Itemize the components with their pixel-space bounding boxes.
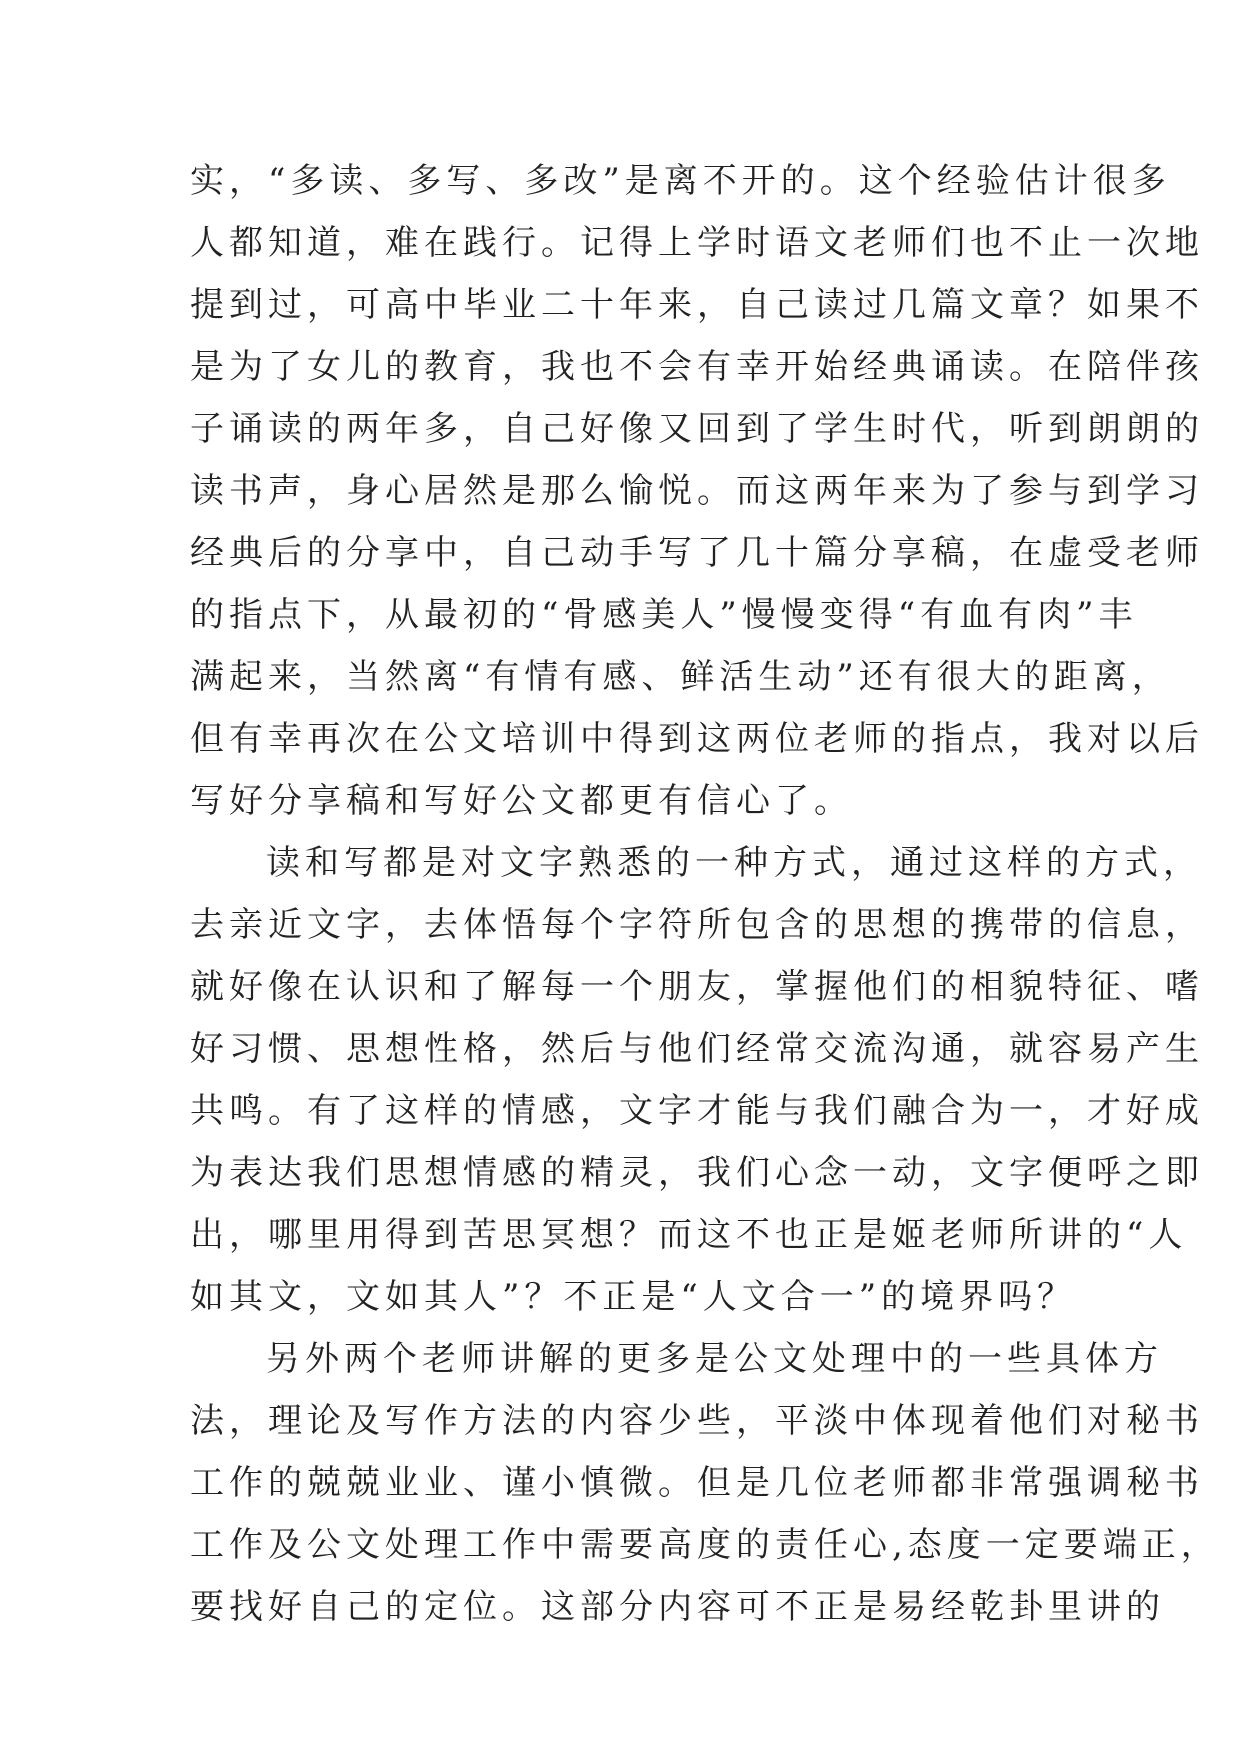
text-line: 为表达我们思想情感的精灵，我们心念一动，文字便呼之即 — [190, 1153, 1204, 1193]
text-line: 出，哪里用得到苦思冥想？而这不也正是姬老师所讲的“人 — [190, 1215, 1188, 1255]
text-line: 的指点下，从最初的“骨感美人”慢慢变得“有血有肉”丰 — [190, 595, 1138, 635]
text-line: 工作的兢兢业业、谨小慎微。但是几位老师都非常强调秘书 — [190, 1463, 1204, 1503]
text-line: 经典后的分享中，自己动手写了几十篇分享稿，在虚受老师 — [190, 533, 1204, 573]
text-line: 另外两个老师讲解的更多是公文处理中的一些具体方 — [266, 1339, 1163, 1379]
text-line: 共鸣。有了这样的情感，文字才能与我们融合为一，才好成 — [190, 1091, 1204, 1131]
text-line: 要找好自己的定位。这部分内容可不正是易经乾卦里讲的 — [190, 1587, 1165, 1627]
paragraph-3 — [190, 1328, 1220, 1638]
text-line: 子诵读的两年多，自己好像又回到了学生时代，听到朗朗的 — [190, 409, 1204, 449]
text-line: 人都知道，难在践行。记得上学时语文老师们也不止一次地 — [190, 223, 1204, 263]
text-line: 法，理论及写作方法的内容少些，平淡中体现着他们对秘书 — [190, 1401, 1204, 1441]
text-line: 实，“多读、多写、多改”是离不开的。这个经验估计很多 — [190, 161, 1171, 201]
paragraph-2 — [190, 832, 1204, 1328]
text-line: 就好像在认识和了解每一个朋友，掌握他们的相貌特征、嗜 — [190, 967, 1204, 1007]
text-line: 好习惯、思想性格，然后与他们经常交流沟通，就容易产生 — [190, 1029, 1204, 1069]
text-line: 读书声，身心居然是那么愉悦。而这两年来为了参与到学习 — [190, 471, 1204, 511]
text-line: 但有幸再次在公文培训中得到这两位老师的指点，我对以后 — [190, 719, 1204, 759]
text-line: 工作及公文处理工作中需要高度的责任心,态度一定要端正， — [190, 1525, 1220, 1565]
text-line: 读和写都是对文字熟悉的一种方式，通过这样的方式， — [266, 843, 1202, 883]
document-body — [190, 150, 1220, 1638]
text-line: 去亲近文字，去体悟每个字符所包含的思想的携带的信息， — [190, 905, 1204, 945]
text-line: 满起来，当然离“有情有感、鲜活生动”还有很大的距离， — [190, 657, 1171, 697]
text-line: 提到过，可高中毕业二十年来，自己读过几篇文章？如果不 — [190, 285, 1204, 325]
text-line: 是为了女儿的教育，我也不会有幸开始经典诵读。在陪伴孩 — [190, 347, 1204, 387]
text-line: 如其文，文如其人”？不正是“人文合一”的境界吗？ — [190, 1277, 1077, 1317]
paragraph-1 — [190, 150, 1204, 832]
text-line: 写好分享稿和写好公文都更有信心了。 — [190, 781, 853, 821]
